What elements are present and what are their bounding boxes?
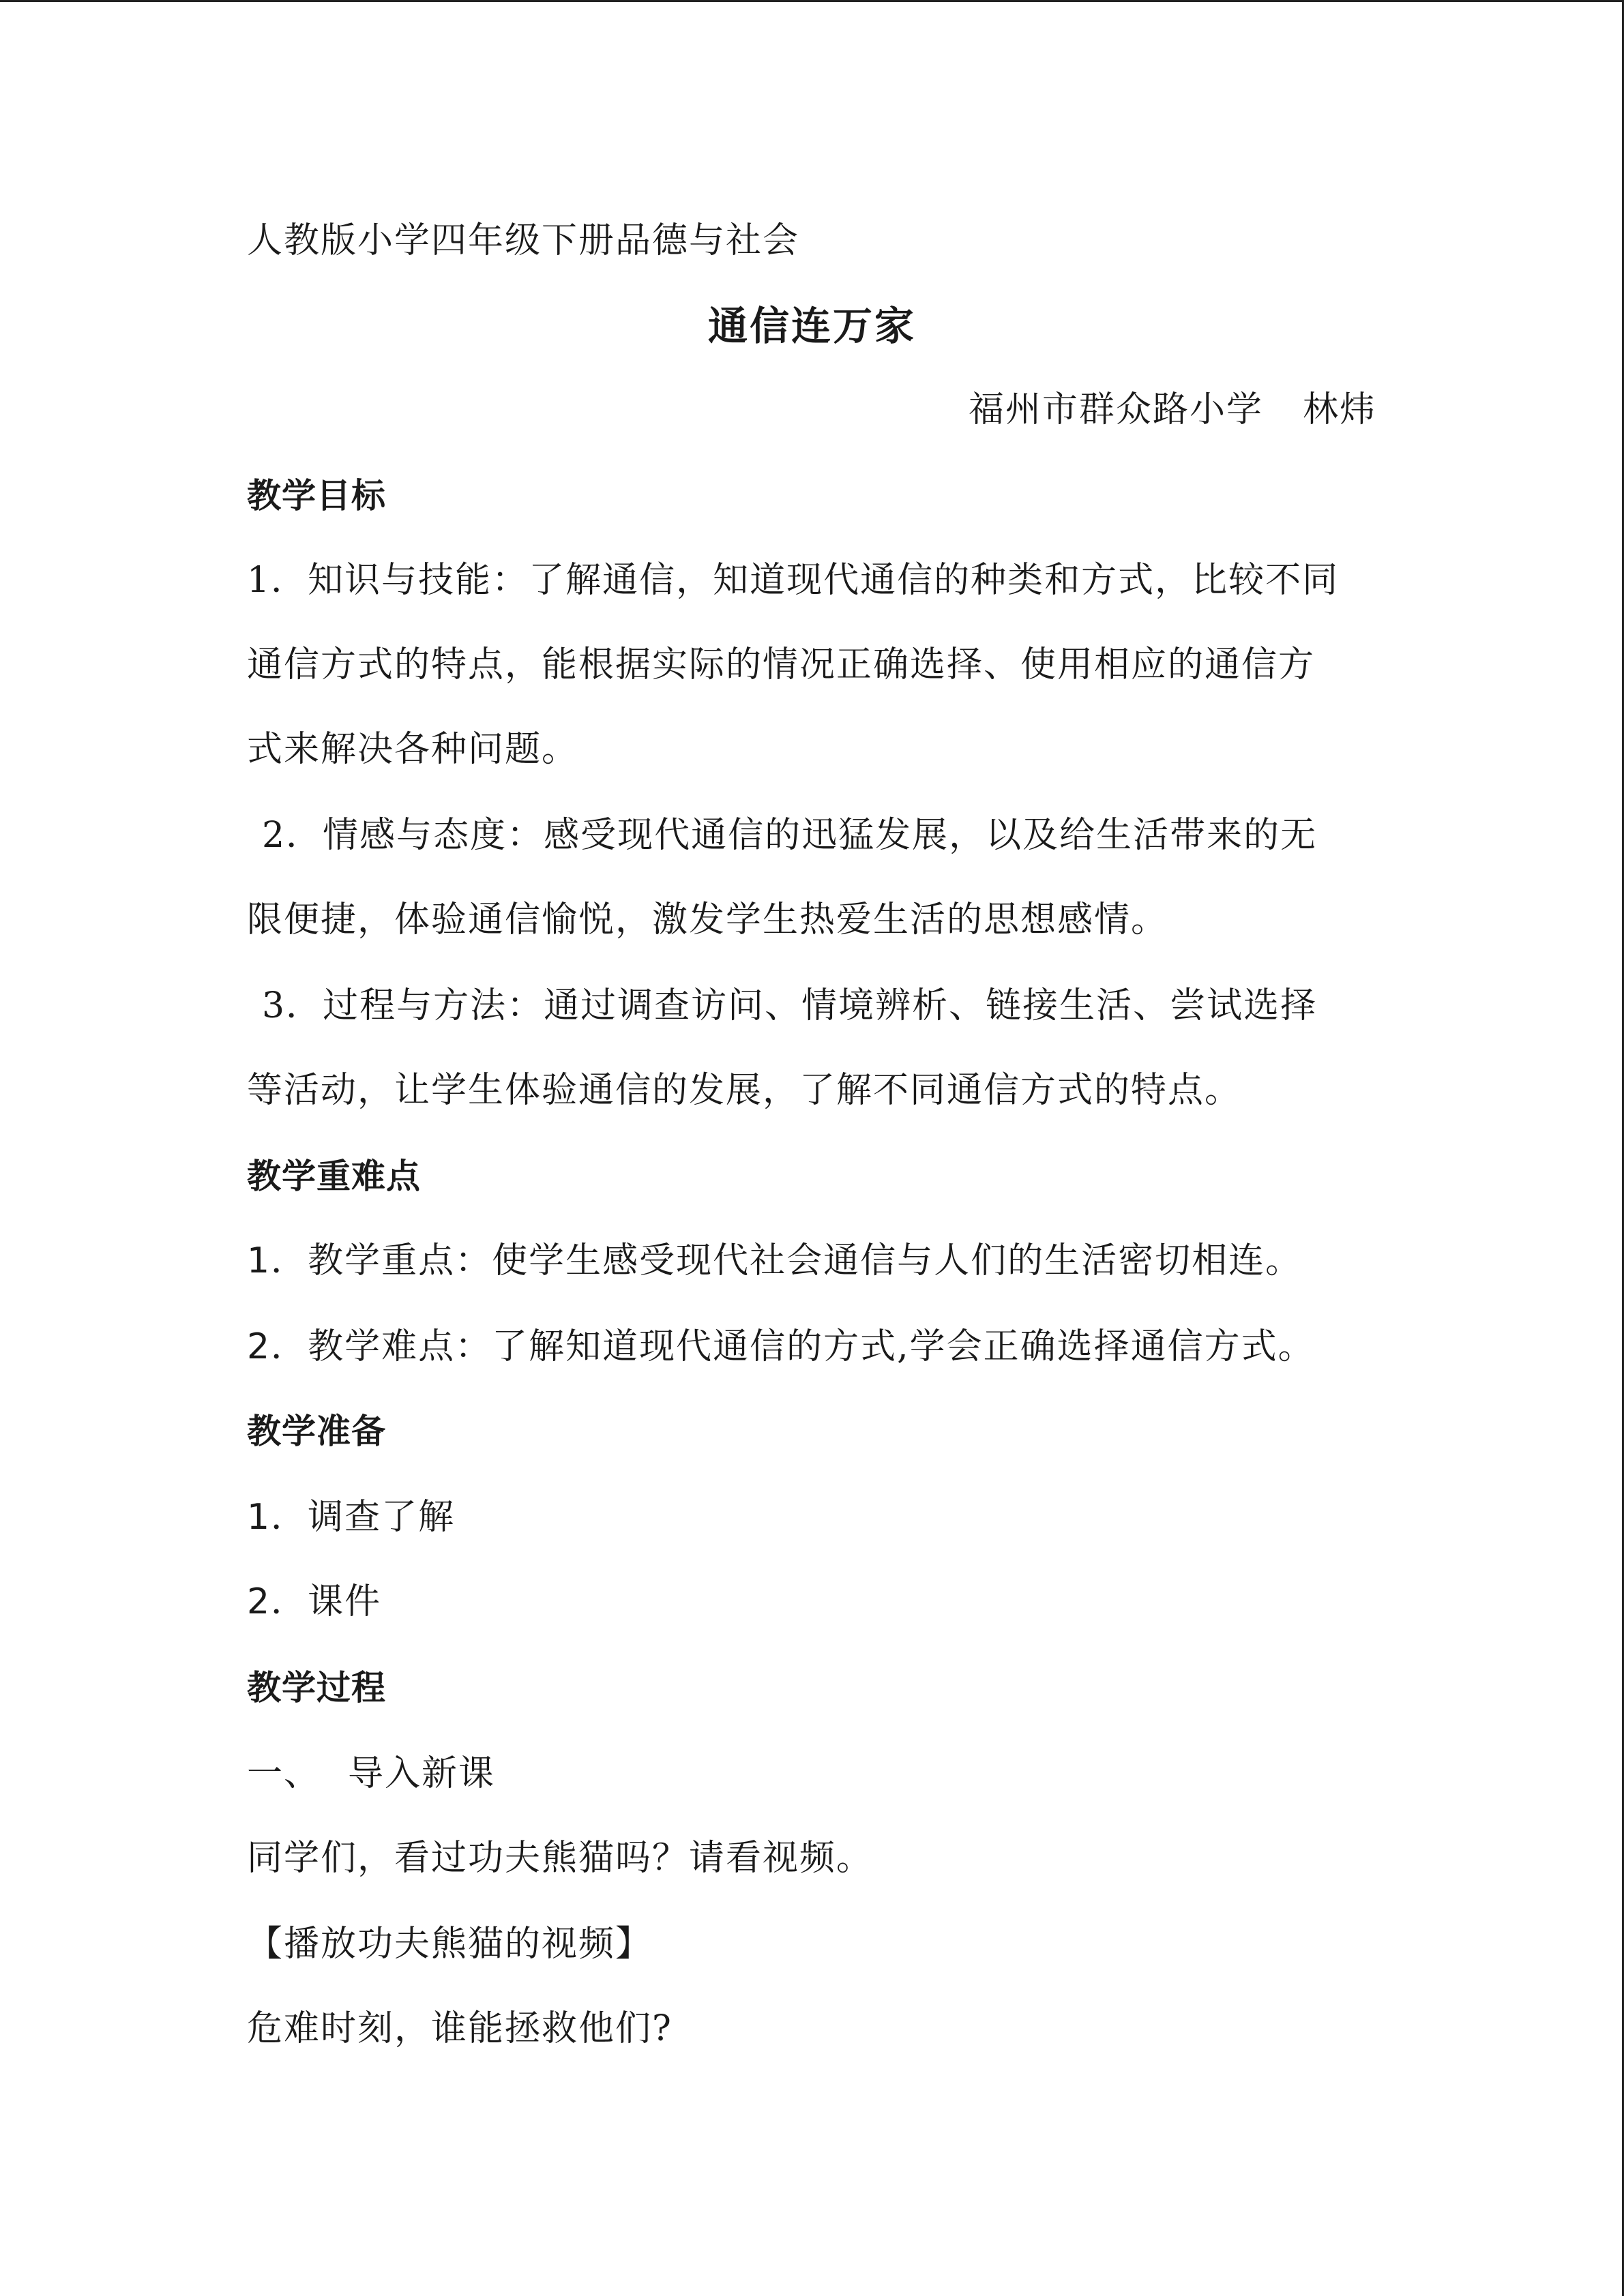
key-point-item — [247, 1325, 1315, 1369]
preparation-item — [247, 1495, 455, 1539]
objectives-line: 等活动，让学生体验通信的发展，了解不同通信方式的特点。 — [247, 1070, 1242, 1111]
key-points-heading: 教学重难点 — [247, 1157, 421, 1196]
list-number: 1． — [247, 1240, 308, 1281]
section-title: 导入新课 — [348, 1753, 496, 1794]
list-text: 课件 — [308, 1581, 382, 1622]
list-number: 2． — [247, 1326, 308, 1367]
preparation-item — [247, 1580, 381, 1624]
document-subtitle: 人教版小学四年级下册品德与社会 — [247, 220, 800, 261]
objectives-line: 通信方式的特点，能根据实际的情况正确选择、使用相应的通信方 — [247, 644, 1316, 685]
objectives-line: 3．过程与方法：通过调查访问、情境辨析、链接生活、尝试选择 — [262, 985, 1318, 1026]
key-point-item — [247, 1239, 1302, 1283]
author-school: 福州市群众路小学 — [968, 389, 1263, 430]
author-line — [969, 388, 1376, 432]
list-text: 教学难点：了解知道现代通信的方式,学会正确选择通信方式。 — [308, 1326, 1315, 1367]
objectives-line: 式来解决各种问题。 — [247, 729, 579, 770]
list-number: 1． — [247, 1497, 308, 1538]
document-title: 通信连万家 — [707, 303, 916, 349]
list-text: 调查了解 — [308, 1497, 456, 1538]
objectives-line: 限便捷，体验通信愉悦，激发学生热爱生活的思想感情。 — [247, 899, 1168, 940]
objectives-line: 1．知识与技能：了解通信，知道现代通信的种类和方式，比较不同 — [247, 560, 1340, 601]
author-name: 林炜 — [1302, 389, 1376, 430]
preparation-heading: 教学准备 — [247, 1412, 386, 1451]
objectives-line: 2．情感与态度：感受现代通信的迅猛发展，以及给生活带来的无 — [262, 815, 1318, 856]
list-text: 教学重点：使学生感受现代社会通信与人们的生活密切相连。 — [308, 1240, 1303, 1281]
section-number: 一、 — [247, 1753, 321, 1794]
process-line: 同学们，看过功夫熊猫吗？请看视频。 — [247, 1838, 874, 1879]
process-line: 【播放功夫熊猫的视频】 — [247, 1924, 653, 1965]
list-number: 2． — [247, 1581, 308, 1622]
process-section-title — [247, 1752, 495, 1795]
process-line: 危难时刻，谁能拯救他们? — [247, 2008, 673, 2049]
process-heading: 教学过程 — [247, 1668, 386, 1708]
objectives-heading: 教学目标 — [247, 476, 386, 516]
